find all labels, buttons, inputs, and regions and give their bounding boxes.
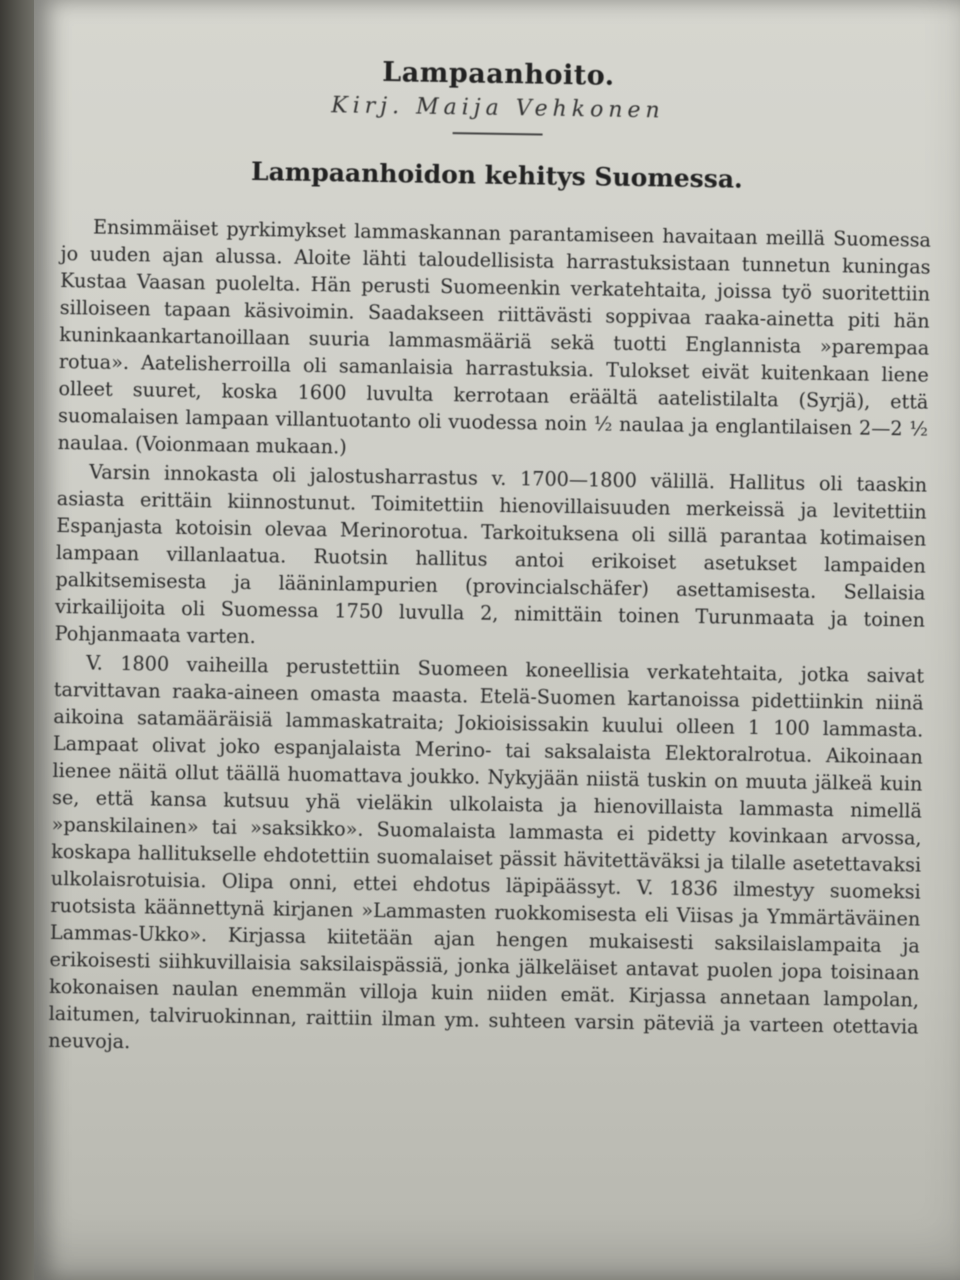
body-paragraph-1: Ensimmäiset pyrkimykset lammaskannan parantamiseen havaitaan meillä Suomessa jo uuden ajan alussa. Aloite lähti taloudellisista harrastuksistaan tunnetun kuningas Kustaa Vaasan puolelta. Hän perusti Suomeenkin verkatehtaita, joissa työ suoritettiin silloiseen tapaan käsivoimin. Saadakseen riittävästi soppivaa raaka-ainetta piti hän kuninkaankartanoillaan suuria lammasmääriä sekä tuotti Englannista »parempaa rotua». Aatelisherroilla oli samanlaisia harrastuksia. Tulokset eivät kuitenkaan liene olleet suuret, koska 1600 luvulta kerrotaan eräältä aatelistilalta (Syrjä), että suomalaisen lampaan villantuotanto oli vuodessa noin ½ naulaa ja englantilaisen 2—2 ½ naulaa. (Voionmaan mukaan.) bbox=[57, 215, 932, 459]
body-paragraph-3: V. 1800 vaiheilla perustettiin Suomeen koneellisia verkatehtaita, jotka saivat tarvittavan raaka-aineen omasta maasta. Etelä-Suomen kartanoissa pidettiinkin niinä aikoina satamääräisiä lammaskatraita; Jokioisissakin kuului olleen 1 100 lammasta. Lampaat olivat joko espanjalaista Merino- tai saksalaista Elektoralrotua. Aikoinaan lienee näitä ollut täällä huomattava joukko. Nykyjään niistä tuskin on muuta jälkeä kuin se, että kansa kutsuu yhä vieläkin ulkolaista ja hienovillaista lammasta nimellä »panskilainen» tai »saksikko». Suomalaista lammasta ei pidetty kovinkaan arvossa, koskapa hallitukselle ehdotettiin suomalaiset pässit hävitettäväksi ja tilalle asetettavaksi ulkolaisrotuisia. Olipa onni, ettei ehdotus läpipäässyt. V. 1836 ilmestyy suomeksi ruotsista käännettynä kirjanen »Lammasten ruokkomisesta eli Viisas ja Ymmärtäväinen Lammas-Ukko». Kirjassa kiitetään ajan hengen mukaisesti saksilaislampaita ja erikoisesti siihkuvillaisia saksilaispässiä, jonka jälkeläiset antavat puolen jopa toisinaan kokonaisen naulan enemmän villoja kuin niiden emät. Kirjassa annetaan lampolan, laitumen, talviruokinnan, raittiin ilman ym. suhteen varsin päteviä ja varteen otettavia neuvoja. bbox=[48, 651, 925, 1054]
body-paragraph-2: Varsin innokasta oli jalostusharrastus v. 1700—1800 välillä. Hallitus oli taaskin asiasta erittäin kiinnostunut. Toimitettiin hienovillaisuuden merkeissä ja levitettiin Espanjasta kotoisin olevaa Merinorotua. Tarkoituksena oli sillä parantaa kotimaisen lampaan villanlaatua. Ruotsin hallitus antoi erikoiset asetukset lampaiden palkitsemisesta ja lääninlampurien (provincialschäfer) asettamisesta. Sellaisia virkailijoita oli Suomessa 1750 luvulla 2, nimittäin toinen Turunmaata ja toinen Pohjanmaata varten. bbox=[54, 460, 928, 649]
author-line: Kirj. Maija Vehkonen bbox=[331, 93, 665, 124]
book-page bbox=[34, 0, 960, 1280]
book-spine bbox=[0, 0, 38, 1280]
title-divider bbox=[453, 132, 543, 135]
page-content bbox=[48, 40, 934, 1070]
article-title: Lampaanhoito. bbox=[382, 57, 615, 92]
section-heading: Lampaanhoidon kehitys Suomessa. bbox=[250, 156, 744, 194]
